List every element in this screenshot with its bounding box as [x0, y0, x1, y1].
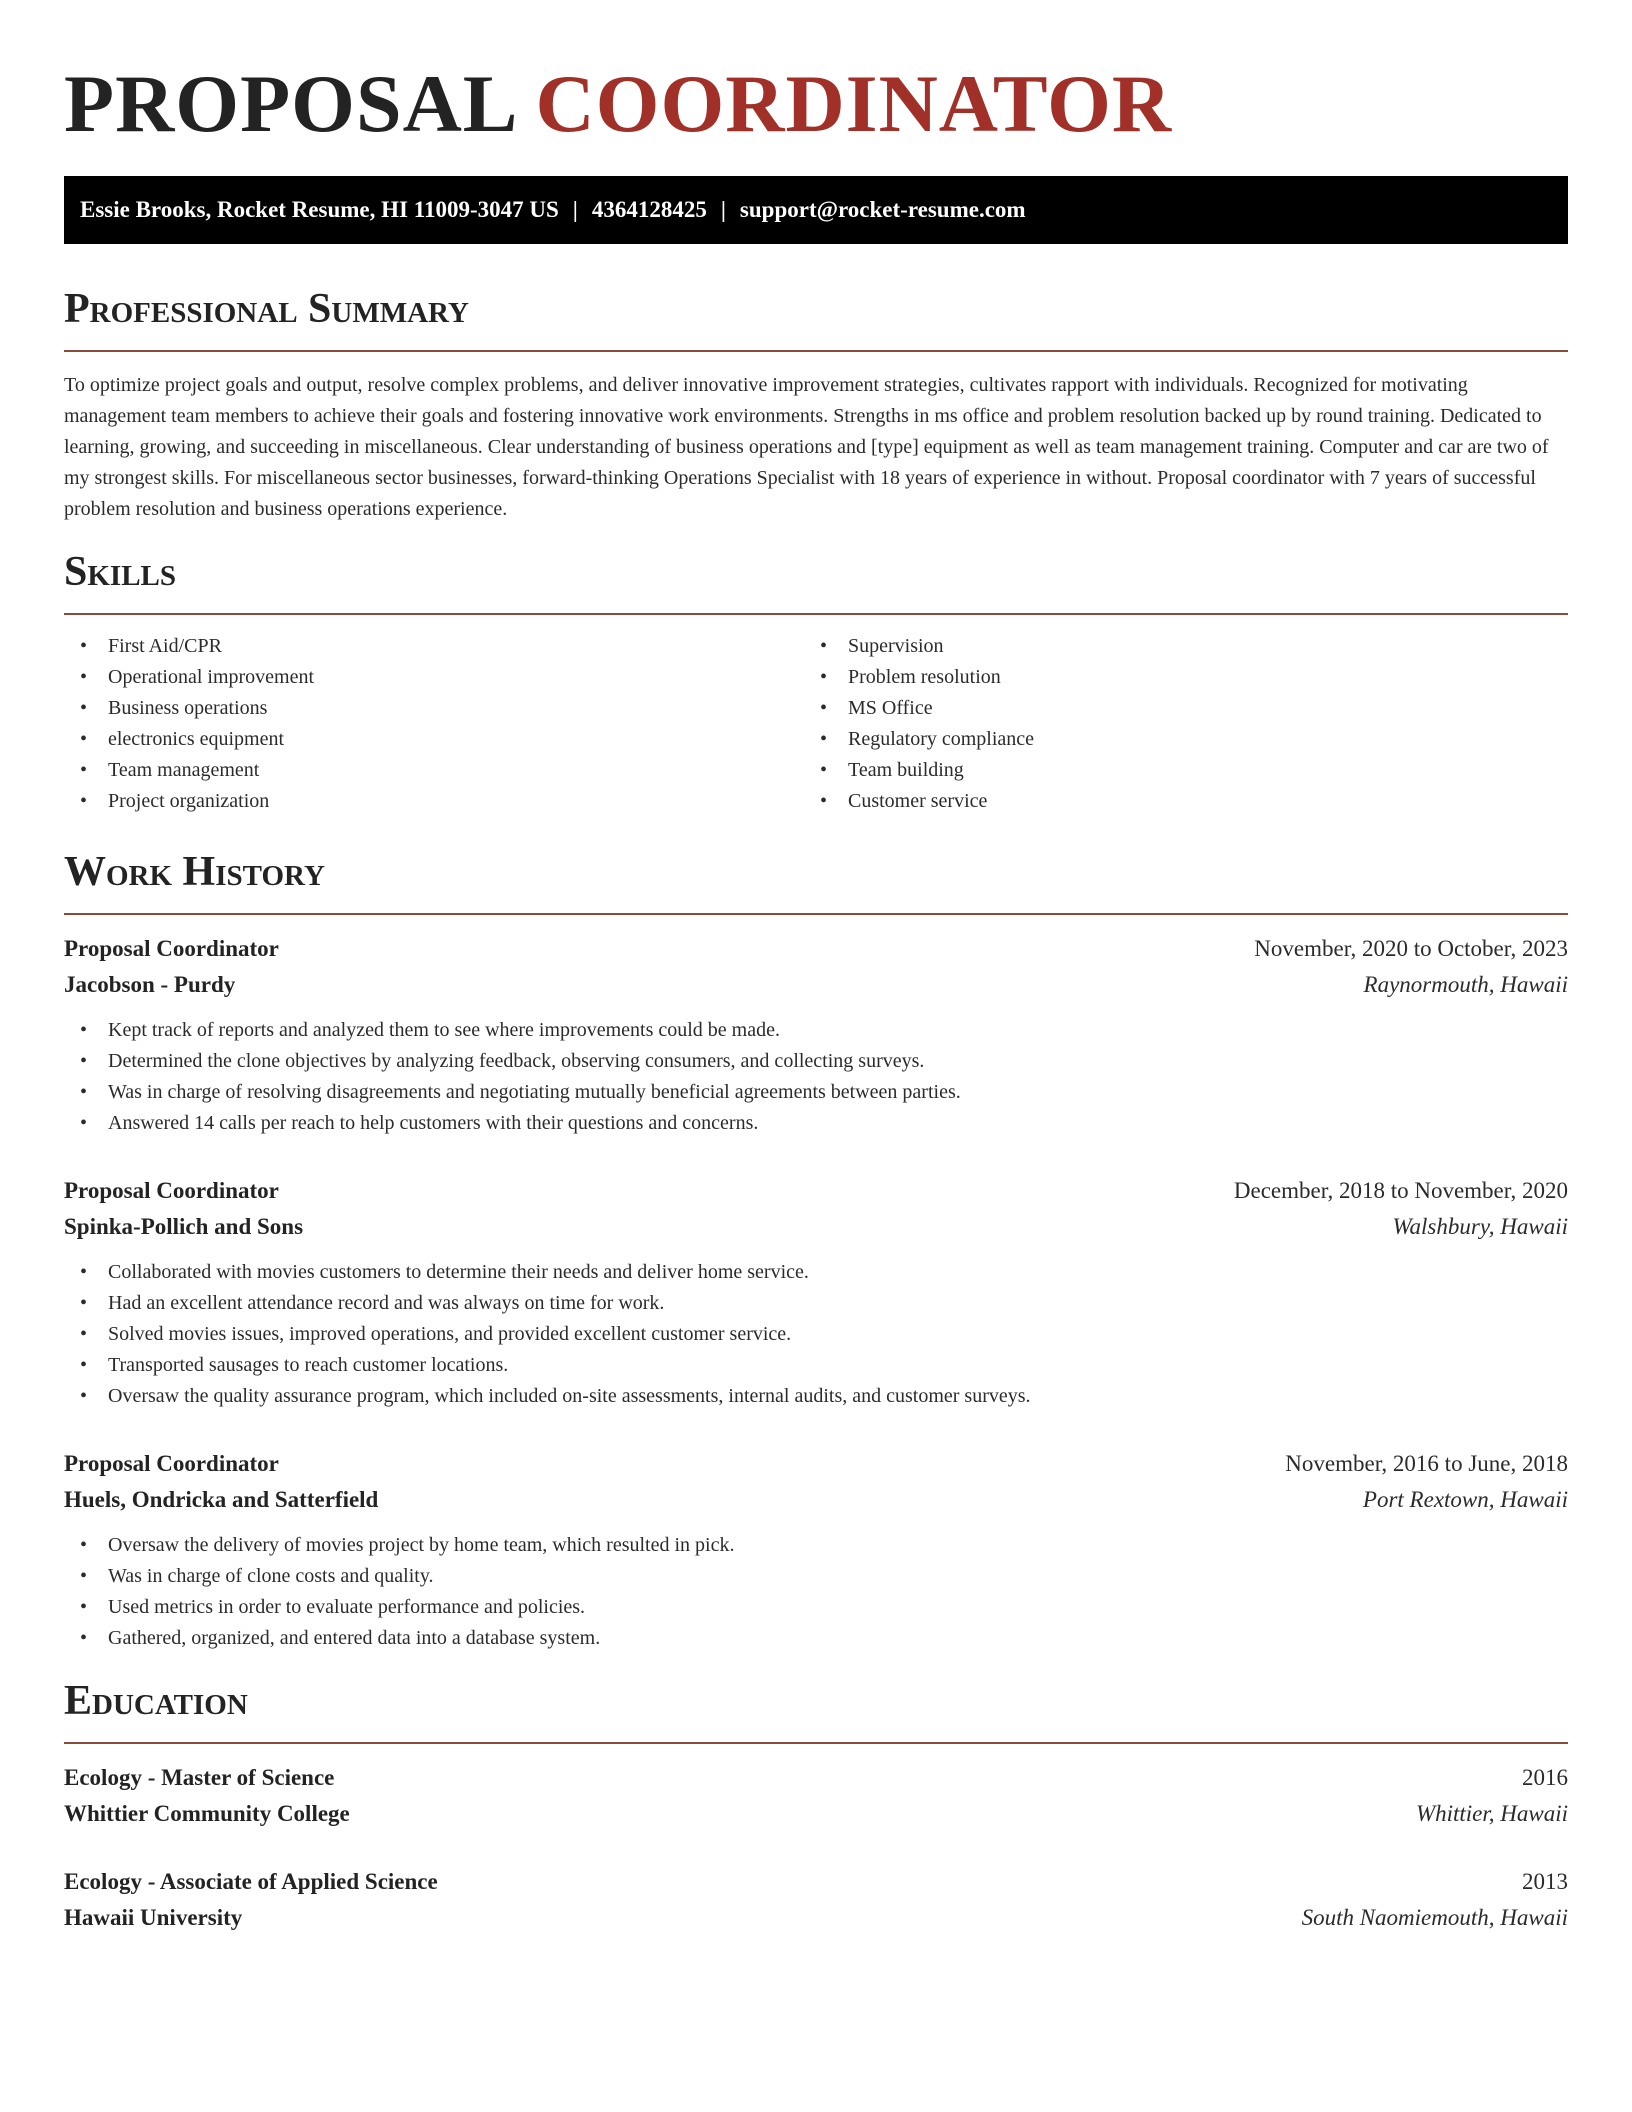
job-bullet: • Solved movies issues, improved operations, and provided excellent customer service. [64, 1319, 1568, 1350]
skills-list-right [804, 631, 1544, 817]
section-heading-skills: Skills [64, 549, 177, 595]
skill-item: • Team building [804, 755, 1544, 786]
job-title: Proposal Coordinator [64, 936, 279, 961]
contact-address: Essie Brooks, Rocket Resume, HI 11009-3047 US [80, 197, 559, 222]
education-degree-row [64, 1760, 1568, 1796]
job-location: Raynormouth, Hawaii [1363, 972, 1568, 997]
job-bullet: • Answered 14 calls per reach to help customers with their questions and concerns. [64, 1108, 1568, 1139]
skill-item: • Customer service [804, 786, 1544, 817]
job-company: Jacobson - Purdy [64, 972, 236, 997]
resume-title [64, 56, 1568, 152]
skill-item: • MS Office [804, 693, 1544, 724]
job-bullet: • Kept track of reports and analyzed them to see where improvements could be made. [64, 1015, 1568, 1046]
education-section [64, 1676, 1568, 1936]
education-degree-row [64, 1864, 1568, 1900]
job-bullet: • Determined the clone objectives by analyzing feedback, observing consumers, and collecting surveys. [64, 1046, 1568, 1077]
job-title: Proposal Coordinator [64, 1451, 279, 1476]
job-header-row [64, 931, 1568, 967]
job-company-row [64, 1482, 1568, 1518]
job-title: Proposal Coordinator [64, 1178, 279, 1203]
education-degree: Ecology - Associate of Applied Science [64, 1869, 438, 1894]
skill-item: • Regulatory compliance [804, 724, 1544, 755]
job-header-row [64, 1173, 1568, 1209]
education-school-row [64, 1796, 1568, 1832]
job-dates: November, 2016 to June, 2018 [1285, 1451, 1568, 1476]
skill-item: • Project organization [64, 786, 804, 817]
section-divider [64, 613, 1568, 615]
title-first-word: PROPOSAL [64, 58, 514, 149]
education-year: 2016 [1522, 1765, 1568, 1790]
job-company: Huels, Ondricka and Satterfield [64, 1487, 379, 1512]
education-school: Whittier Community College [64, 1801, 350, 1826]
contact-separator: | [572, 197, 578, 222]
summary-text: To optimize project goals and output, resolve complex problems, and deliver innovative improvement strategies, cultivates rapport with individuals. Recognized for motivating management team members to achieve their goals and fostering innovative work environments. Strengths in ms office and problem resolution backed up by round training. Dedicated to learning, growing, and succeeding in miscellaneous. Clear understanding of business operations and [type] equipment as well as team management training. Computer and car are two of my strongest skills. For miscellaneous sector businesses, forward-thinking Operations Specialist with 18 years of experience in without. Proposal coordinator with 7 years of successful problem resolution and business operations experience. [64, 374, 1549, 520]
section-divider [64, 1742, 1568, 1744]
job-company: Spinka-Pollich and Sons [64, 1214, 304, 1239]
job-entry [64, 1446, 1568, 1654]
job-bullet: • Transported sausages to reach customer locations. [64, 1350, 1568, 1381]
skill-item: • Problem resolution [804, 662, 1544, 693]
job-bullet-list [64, 1530, 1568, 1654]
job-dates: December, 2018 to November, 2020 [1233, 1178, 1568, 1203]
job-bullet: • Was in charge of resolving disagreements and negotiating mutually beneficial agreements between parties. [64, 1077, 1568, 1108]
job-entry [64, 931, 1568, 1139]
contact-separator: | [720, 197, 726, 222]
job-bullet: • Was in charge of clone costs and quality. [64, 1561, 1568, 1592]
work-history-section [64, 847, 1568, 1654]
job-bullet: • Gathered, organized, and entered data into a database system. [64, 1623, 1568, 1654]
job-bullet: • Oversaw the quality assurance program, which included on-site assessments, internal audits, and customer surveys. [64, 1381, 1568, 1412]
education-entry [64, 1864, 1568, 1936]
title-second-word: COORDINATOR [535, 58, 1173, 149]
education-degree: Ecology - Master of Science [64, 1765, 335, 1790]
skills-section [64, 547, 1568, 817]
skill-item: • Business operations [64, 693, 804, 724]
job-location: Port Rextown, Hawaii [1362, 1487, 1568, 1512]
education-year: 2013 [1522, 1869, 1568, 1894]
job-bullet: • Used metrics in order to evaluate performance and policies. [64, 1592, 1568, 1623]
job-bullet: • Oversaw the delivery of movies project by home team, which resulted in pick. [64, 1530, 1568, 1561]
job-bullet-list [64, 1257, 1568, 1412]
skill-item: • Team management [64, 755, 804, 786]
education-school-row [64, 1900, 1568, 1936]
skills-grid [64, 631, 1568, 817]
job-entry [64, 1173, 1568, 1412]
skill-item: • Operational improvement [64, 662, 804, 693]
job-bullet-list [64, 1015, 1568, 1139]
job-header-row [64, 1446, 1568, 1482]
job-location: Walshbury, Hawaii [1392, 1214, 1568, 1239]
section-divider [64, 350, 1568, 352]
education-school: Hawaii University [64, 1905, 243, 1930]
job-dates: November, 2020 to October, 2023 [1254, 936, 1568, 961]
job-bullet: • Collaborated with movies customers to determine their needs and deliver home service. [64, 1257, 1568, 1288]
section-divider [64, 913, 1568, 915]
contact-bar [64, 176, 1568, 244]
contact-email: support@rocket-resume.com [739, 197, 1026, 222]
education-location: Whittier, Hawaii [1415, 1801, 1568, 1826]
contact-phone: 4364128425 [591, 197, 707, 222]
job-bullet: • Had an excellent attendance record and was always on time for work. [64, 1288, 1568, 1319]
job-company-row [64, 967, 1568, 1003]
education-location: South Naomiemouth, Hawaii [1301, 1905, 1568, 1930]
skill-item: • First Aid/CPR [64, 631, 804, 662]
skill-item: • electronics equipment [64, 724, 804, 755]
section-heading-summary: Professional Summary [64, 286, 469, 332]
job-company-row [64, 1209, 1568, 1245]
section-heading-work-history: Work History [64, 849, 325, 895]
education-entry [64, 1760, 1568, 1832]
skills-list-left [64, 631, 804, 817]
summary-section [64, 284, 1568, 525]
section-heading-education: Education [64, 1678, 248, 1724]
skill-item: • Supervision [804, 631, 1544, 662]
